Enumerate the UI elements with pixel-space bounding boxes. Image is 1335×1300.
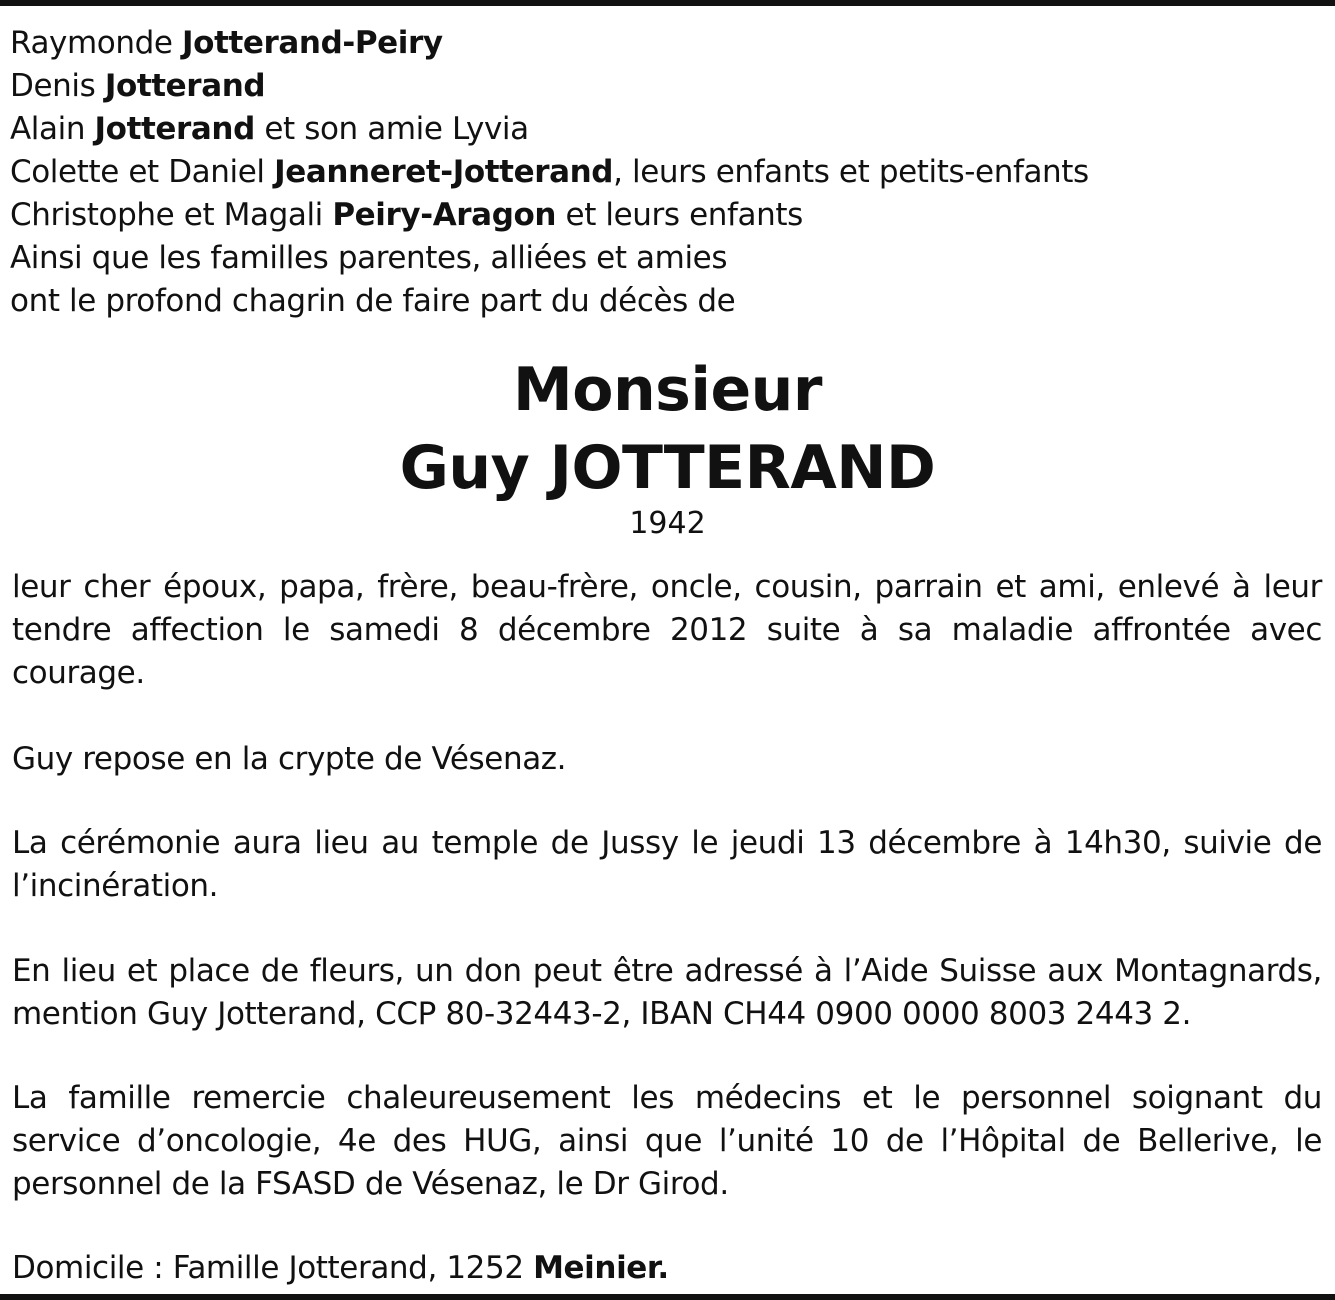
family-line-1: [10, 22, 1310, 65]
thanks-paragraph: La famille remercie chaleureusement les médecins et le personnel soignant du service d’oncologie, 4e des HUG, ainsi que l’unité 10 de l’Hôpital de Bellerive, le personnel de la FSASD de Vésenaz, le Dr Girod.: [12, 1080, 1322, 1202]
family-line-text: Alain: [10, 111, 95, 147]
donation-paragraph: En lieu et place de fleurs, un don peut être adressé à l’Aide Suisse aux Montagnards, mention Guy Jotterand, CCP 80-32443-2, IBAN CH44 0900 0000 8003 2443 2.: [12, 953, 1322, 1032]
family-line-5: [10, 194, 1310, 237]
family-line-text: et son amie Lyvia: [254, 111, 529, 147]
family-line-3: [10, 108, 1310, 151]
domicile-paragraph: [12, 1247, 1322, 1290]
family-line-text: Ainsi que les familles parentes, alliées et amies: [10, 240, 728, 276]
family-line-7: [10, 280, 1310, 323]
deceased-birth-year: 1942: [629, 506, 706, 541]
deceased-honorific: Monsieur: [513, 355, 822, 425]
rest-paragraph: Guy repose en la crypte de Vésenaz.: [12, 741, 567, 777]
domicile-address: Domicile : Famille Jotterand, 1252: [12, 1250, 534, 1286]
deceased-name: Guy JOTTERAND: [399, 433, 936, 503]
top-border-rule: [0, 0, 1335, 6]
family-line-text: et leurs enfants: [556, 197, 803, 233]
family-surname: Jotterand-Peiry: [182, 25, 443, 61]
ceremony-paragraph: La cérémonie aura lieu au temple de Jussy le jeudi 13 décembre à 14h30, suivie de l’incinération.: [12, 825, 1322, 904]
family-line-6: [10, 237, 1310, 280]
family-line-text: Christophe et Magali: [10, 197, 333, 233]
family-line-text: Colette et Daniel: [10, 154, 275, 190]
family-surname: Peiry-Aragon: [332, 197, 557, 233]
family-surname: Jotterand: [94, 111, 255, 147]
family-line-text: Raymonde: [10, 25, 183, 61]
domicile-town: Meinier.: [533, 1250, 669, 1286]
family-list: [10, 22, 1310, 323]
family-line-text: Denis: [10, 68, 105, 104]
family-line-2: [10, 65, 1310, 108]
family-line-4: [10, 151, 1310, 194]
family-line-text: , leurs enfants et petits-enfants: [613, 154, 1089, 190]
family-line-text: ont le profond chagrin de faire part du décès de: [10, 283, 736, 319]
bottom-border-rule: [0, 1294, 1335, 1300]
tribute-paragraph: leur cher époux, papa, frère, beau-frère, oncle, cousin, parrain et ami, enlevé à leur tendre affection le samedi 8 décembre 2012 suite à sa maladie affrontée avec courage.: [12, 569, 1322, 691]
family-surname: Jeanneret-Jotterand: [274, 154, 614, 190]
family-surname: Jotterand: [104, 68, 266, 104]
